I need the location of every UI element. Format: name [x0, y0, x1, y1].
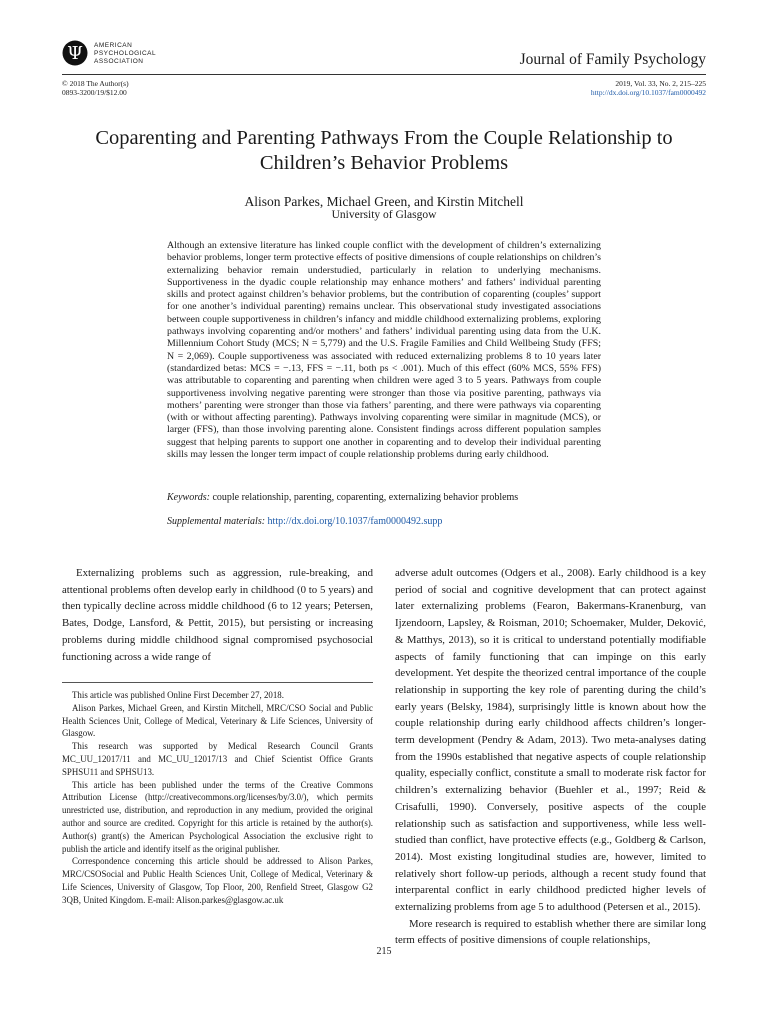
svg-text:Ψ: Ψ [67, 43, 83, 64]
footnote: Correspondence concerning this article should be addressed to Alison Parkes, MRC/CSOSocial and Public Health Sciences Unit, College of Medical, Veterinary & Life Sciences, University of Glasgow, Top Floor, 200, Renfield Street, Glasgow G2 3QB, United Kingdom. E-mail: Alison.parkes@glasgow.ac.uk [62, 856, 373, 905]
keywords-text: couple relationship, parenting, coparenting, externalizing behavior problems [212, 492, 519, 503]
footnote: This article has been published under the terms of the Creative Commons Attribution License (http://creativecommons.org/licenses/by/3.0/), which permits unrestricted use, distribution, and reproduction in any medium, provided the original author and source are credited. Copyright for this article is retained by the author(s). Author(s) grant(s) the American Psychological Association the exclusive right to publish the article and identify itself as the original publisher. [62, 779, 373, 854]
doi-link[interactable]: http://dx.doi.org/10.1037/fam0000492 [590, 88, 706, 97]
copyright-info [62, 79, 129, 97]
journal-title: Journal of Family Psychology [519, 51, 706, 68]
publisher-name: AMERICAN PSYCHOLOGICAL ASSOCIATION [94, 42, 157, 65]
article-title: Coparenting and Parenting Pathways From the Couple Relationship to Children’s Behavior Problems [95, 127, 673, 174]
copyright: © 2018 The Author(s) [62, 79, 129, 88]
page-number: 215 [376, 946, 392, 957]
issn: 0893-3200/19/$12.00 [62, 88, 127, 97]
footnote-divider [62, 682, 373, 683]
footnotes [62, 689, 373, 907]
supplemental-materials [167, 516, 442, 527]
footnote: This article was published Online First December 27, 2018. [72, 690, 284, 700]
supplemental-link[interactable]: http://dx.doi.org/10.1037/fam0000492.supp [267, 516, 443, 527]
apa-logo-icon [62, 40, 88, 66]
footnote: Alison Parkes, Michael Green, and Kirstin Mitchell, MRC/CSO Social and Public Health Sciences Unit, College of Medical, Veterinary & Life Sciences, University of Glasgow. [62, 702, 373, 739]
header-divider [62, 74, 706, 75]
right-column [395, 565, 706, 949]
body-paragraph: Externalizing problems such as aggression, rule-breaking, and attentional problems often develop early in childhood (0 to 5 years) and then typically decline across middle childhood (6 to 12 years; Petersen, Bates, Dodge, Lansford, & Pettit, 2015), but persisting or increasing problems during middle childhood signal compromised psychosocial functioning across a wide range of [62, 567, 373, 663]
keywords-label: Keywords: [167, 492, 210, 503]
keywords [167, 492, 518, 503]
supplemental-label: Supplemental materials: [167, 516, 266, 527]
body-paragraph: More research is required to establish whether there are similar long term effects of positive dimensions of couple relationships, [395, 917, 706, 947]
footnote: This research was supported by Medical Research Council Grants MC_UU_12017/11 and MC_UU_12017/13 and Chief Scientist Office Grants SPHSU11 and SPHSU13. [62, 741, 373, 777]
body-paragraph: adverse adult outcomes (Odgers et al., 2008). Early childhood is a key period of social and cognitive development that can protect against later externalizing problems (Fearon, Bakermans-Kranenburg, van Ijzendoorn, Lapsley, & Roisman, 2010; Schoemaker, Mulder, Deković, & Matthys, 2013), so it is critical to understand potentially modifiable aspects of family functioning that can impinge on this early development. Yet despite the theorized central importance of the couple relationship in supporting the key role of parenting during the child’s early years (Belsky, 1984), surprisingly little is known about how the couple relationship during early childhood affects children’s longer-term development (Pendry & Adam, 2013). Two meta-analyses dating from the 1990s established that negative aspects of couple relationship quality, especially conflict, constitute a small to moderate risk factor for children’s externalizing behavior (Buehler et al., 1997; Reid & Crisafulli, 1990). Conversely, positive aspects of the couple relationship such as satisfaction and supportiveness, while less well-studied than conflict, have protective effects (e.g., Goldberg & Carlson, 2014). Most existing longitudinal studies are, however, limited to relatively short follow-up periods, although a recent study found that interparental conflict in early childhood predicted higher levels of externalizing problems from age 5 to adulthood (Petersen et al., 2015). [395, 567, 706, 914]
abstract: Although an extensive literature has linked couple conflict with the development of children’s externalizing behavior problems, longer term protective effects of positive dimensions of couple relationships on children’s externalizing behavior remain understudied, particularly in relation to underlying mechanisms. Supportiveness in the dyadic couple relationship may enhance mothers’ and fathers’ individual parenting skills and protect against children’s behavior problems, but the contribution of coparenting (couples’ support for one another’s individual parenting) remains unclear. This observational study investigated associations between couple supportiveness in children’s infancy and middle childhood externalizing problems, exploring pathways involving coparenting and/or mothers’ and fathers’ individual parenting using data from the U.K. Millennium Cohort Study (MCS; N = 5,779) and the U.S. Fragile Families and Child Wellbeing Study (FFS; N = 2,069). Couple supportiveness was associated with reduced externalizing problems 8 to 10 years later (standardized betas: MCS = −.13, FFS = −.11, both ps < .001). Much of this effect (60% MCS, 55% FFS) was attributable to coparenting and parenting when children were aged 3 to 5 years. Pathways from couple supportiveness involving negative parenting were stronger than those via positive parenting, pathways via mothers’ parenting were stronger than those via fathers’ parenting, and there were pathways via coparenting (with or without affecting parenting). Pathways involving coparenting were similar in magnitude (MCS), or larger (FFS), than those involving parenting alone. Consistent findings across different population samples suggest that helping parents to support one another in coparenting and to develop their individual parenting skills may lessen the longer term impact of couple relationship problems during early childhood. [167, 240, 601, 461]
authors: Alison Parkes, Michael Green, and Kirstin Mitchell [244, 194, 524, 209]
affiliation: University of Glasgow [331, 209, 437, 221]
citation-info [591, 79, 706, 97]
citation: 2019, Vol. 33, No. 2, 215–225 [615, 79, 706, 88]
left-column [62, 565, 373, 665]
